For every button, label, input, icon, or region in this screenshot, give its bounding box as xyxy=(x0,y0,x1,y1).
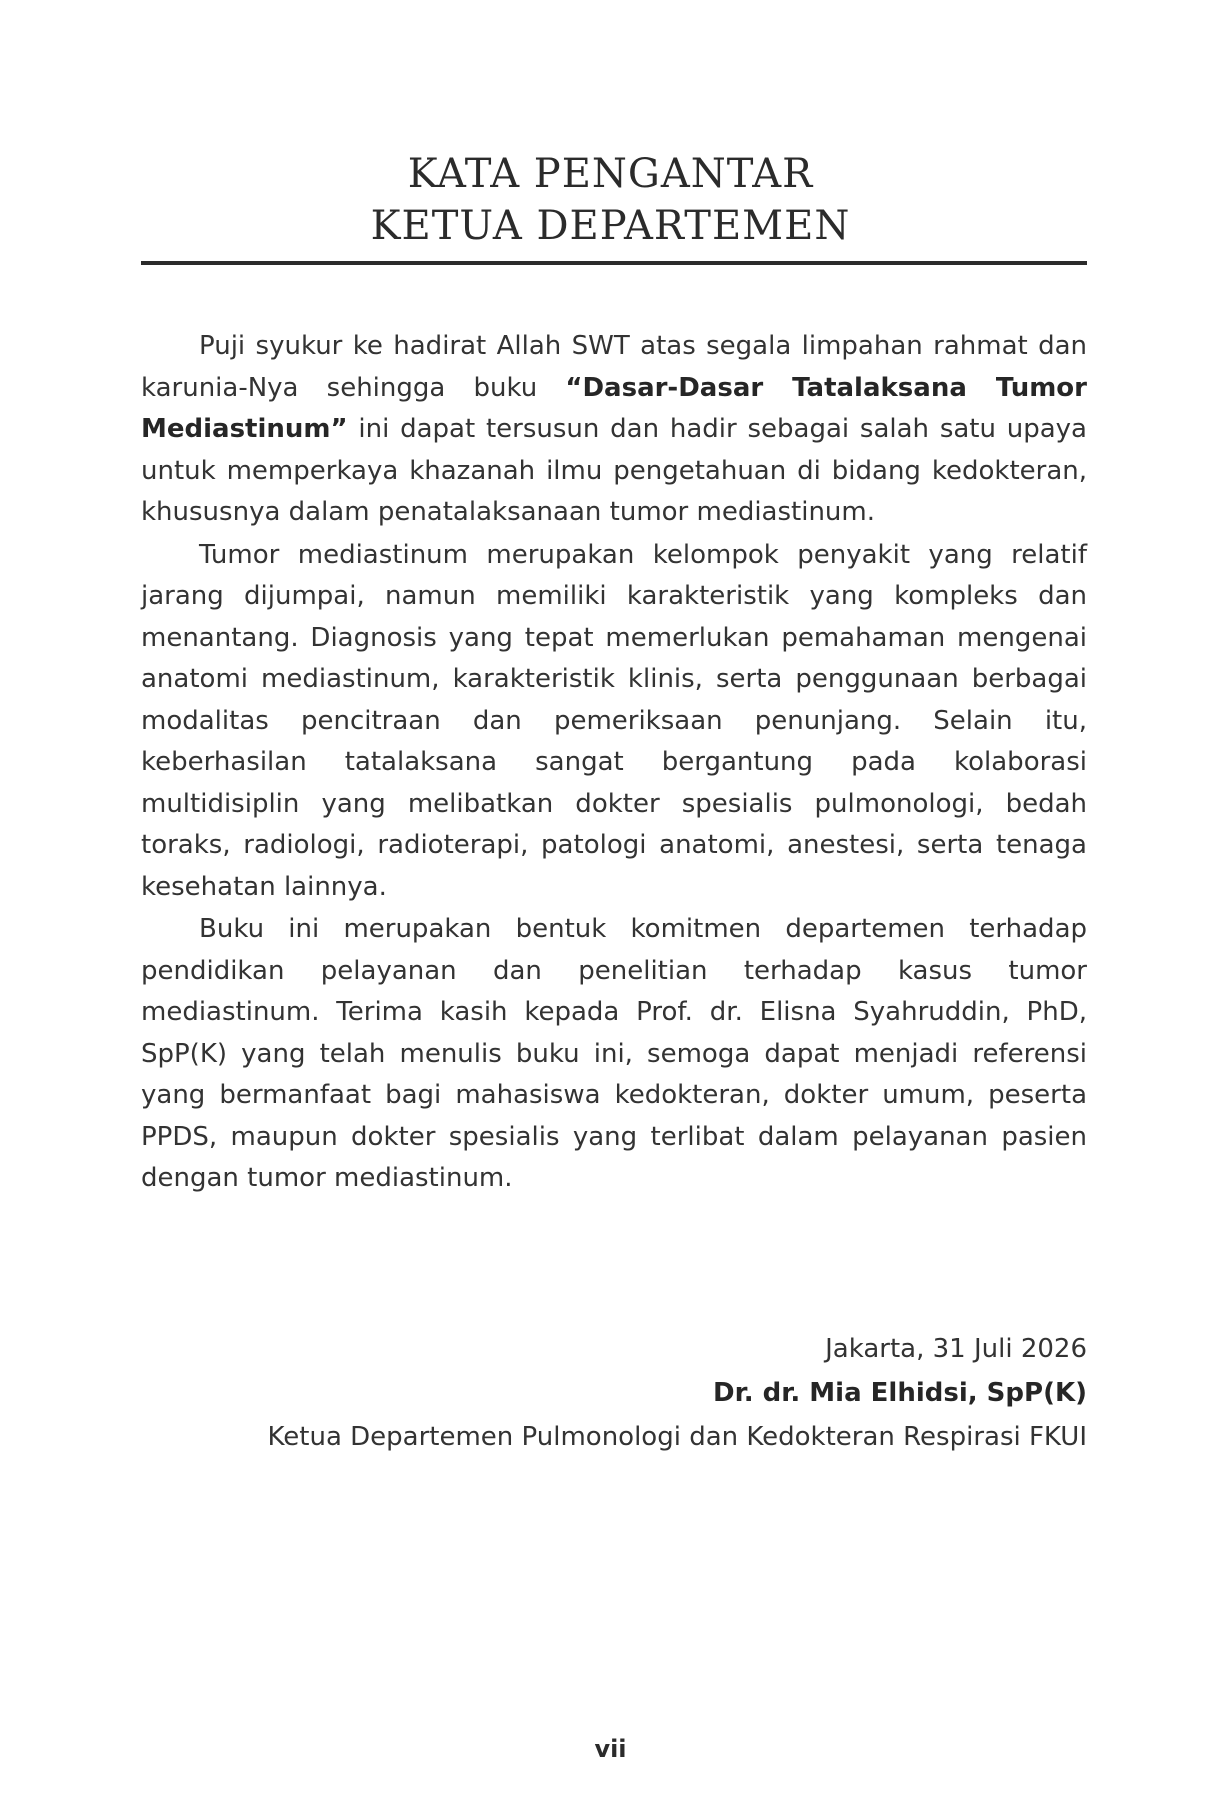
paragraph-1 xyxy=(141,326,1087,534)
paragraph-1-text-before: Puji syukur ke hadirat Allah SWT atas segala limpahan rahmat dan karunia-Nya sehingga buku xyxy=(141,331,1087,403)
paragraph-3: Buku ini merupakan bentuk komitmen departemen terhadap pendidikan pelayanan dan penelitian terhadap kasus tumor mediastinum. Terima kasih kepada Prof. dr. Elisna Syahruddin, PhD, SpP(K) yang telah menulis buku ini, semoga dapat menjadi referensi yang bermanfaat bagi mahasiswa kedokteran, dokter umum, peserta PPDS, maupun dokter spesialis yang terlibat dalam pelayanan pasien dengan tumor mediastinum. xyxy=(141,914,1087,1193)
signature-block xyxy=(268,1327,1087,1459)
chapter-title-line-2: KETUA DEPARTEMEN xyxy=(370,203,851,249)
book-title: “Dasar-Dasar Tatalaksana Tumor Mediastinum” xyxy=(141,372,1087,444)
foreword-body xyxy=(141,326,1087,1201)
paragraph-2: Tumor mediastinum merupakan kelompok penyakit yang relatif jarang dijumpai, namun memiliki karakteristik yang kompleks dan menantang. Diagnosis yang tepat memerlukan pemahaman mengenai anatomi mediastinum, karakteristik klinis, serta penggunaan berbagai modalitas pencitraan dan pemeriksaan penunjang. Selain itu, keberhasilan tatalaksana sangat bergantung pada kolaborasi multidisiplin yang melibatkan dokter spesialis pulmonologi, bedah toraks, radiologi, radioterapi, patologi anatomi, anestesi, serta tenaga kesehatan lainnya. xyxy=(141,539,1087,902)
chapter-title-line-1: KATA PENGANTAR xyxy=(407,151,814,197)
page-number: vii xyxy=(594,1735,627,1763)
signatory-name: Dr. dr. Mia Elhidsi, SpP(K) xyxy=(713,1378,1087,1408)
chapter-title xyxy=(0,148,1221,252)
title-divider xyxy=(141,261,1087,265)
place-date: Jakarta, 31 Juli 2026 xyxy=(825,1334,1087,1364)
signatory-position: Ketua Departemen Pulmonologi dan Kedokteran Respirasi FKUI xyxy=(267,1422,1087,1452)
paragraph-1-text-after: ini dapat tersusun dan hadir sebagai salah satu upaya untuk memperkaya khazanah ilmu pengetahuan di bidang kedokteran, khususnya dalam penatalaksanaan tumor mediastinum. xyxy=(141,414,1087,527)
